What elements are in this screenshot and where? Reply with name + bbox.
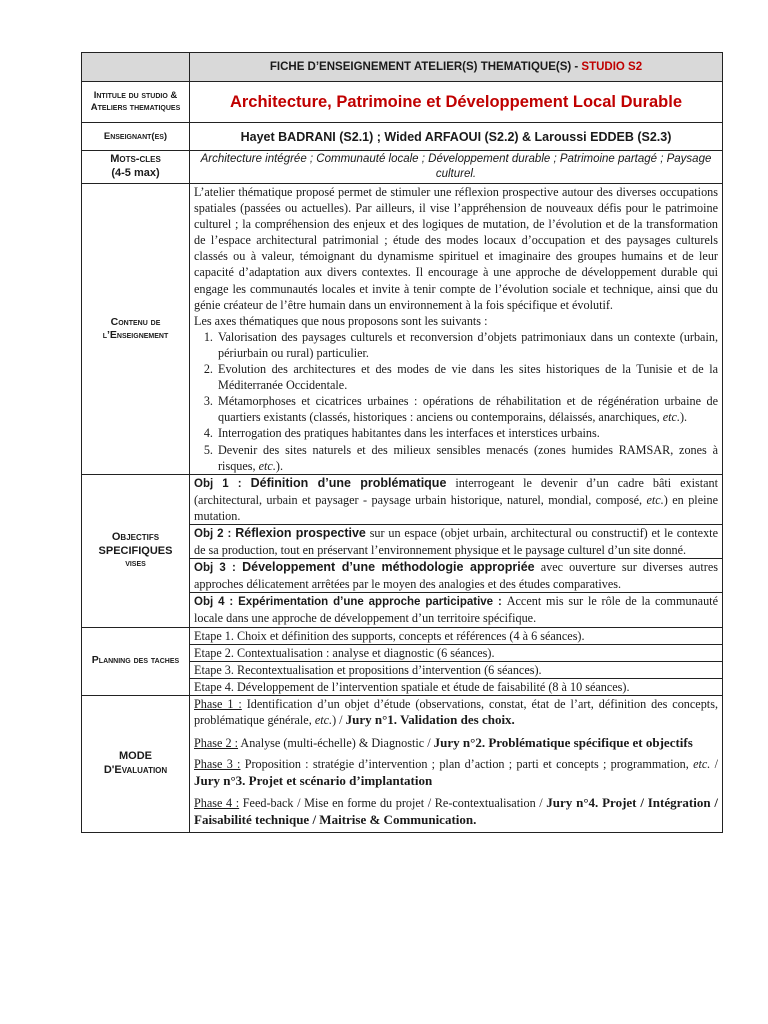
objectif-cell xyxy=(190,559,723,593)
axe-etc: etc. xyxy=(258,458,276,473)
evaluation-phase xyxy=(194,757,718,789)
objectif-text: sur un espace (objet urbain, architectural ou constructif) et le contexte de sa production, tout en préservant l’environnement physique et le paysage culturel d’un site donné. xyxy=(194,525,718,558)
axe-text: Métamorphoses et cicatrices urbaines : opérations de réhabilitation et de régénération urbaine de quartiers existants (classés, historiques : anciens ou contemporains, délaissés, anarchiques, xyxy=(218,394,718,425)
axe-item xyxy=(216,425,718,441)
axe-etc: etc. xyxy=(662,410,680,425)
axe-item xyxy=(216,393,718,425)
label-objectifs-vises: vises xyxy=(125,558,146,570)
contenu-text xyxy=(190,184,723,475)
objectif-etc: etc. xyxy=(646,492,664,507)
axe-tail: ). xyxy=(680,410,688,425)
teachers-row xyxy=(82,123,723,151)
keywords: Architecture intégrée ; Communauté locale ; Développement durable ; Patrimoine partagé ; Paysage culturel. xyxy=(190,151,723,184)
evaluation-row xyxy=(82,695,723,833)
objectif-highlight: Expérimentation d’une approche participative : xyxy=(238,596,507,609)
objectif-cell xyxy=(190,593,723,627)
header-row xyxy=(82,53,723,82)
phase-label: Phase 4 : xyxy=(194,796,240,811)
phase-label: Phase 1 : xyxy=(194,696,242,711)
phase-jury: Jury n°4. Projet / Intégration / Faisabilité technique / Maitrise & Communication. xyxy=(194,795,719,827)
keywords-row xyxy=(82,151,723,184)
evaluation-cell xyxy=(190,695,723,833)
phase-jury: Jury n°1. Validation des choix. xyxy=(345,712,515,728)
phase-jury: Jury n°3. Projet et scénario d’implantation xyxy=(194,772,433,788)
phase-jury: Jury n°2. Problématique spécifique et objectifs xyxy=(433,734,693,750)
contenu-row xyxy=(82,184,723,475)
objectif-label: Obj 3 : xyxy=(194,562,243,575)
label-evaluation xyxy=(82,695,190,833)
objectif-cell xyxy=(190,524,723,558)
phase-text: Feed-back / Mise en forme du projet / Re-contextualisation / xyxy=(239,796,547,811)
axe-text: Interrogation des pratiques habitantes dans les interfaces et interstices urbains. xyxy=(218,426,600,441)
label-mots-cles xyxy=(82,151,190,184)
axe-text: Devenir des sites naturels et des milieux sensibles menacés (zones humides RAMSAR, zones à risques, xyxy=(218,442,718,473)
sheet-header xyxy=(190,53,723,82)
label-planning: Planning des taches xyxy=(82,627,190,695)
objectif-label: Obj 2 : xyxy=(194,527,236,540)
label-objectifs-title: Objectifs xyxy=(111,530,160,543)
planning-step: Etape 4. Développement de l’intervention spatiale et étude de faisabilité (8 à 10 séances). xyxy=(190,678,723,695)
teachers-names: Hayet BADRANI (S2.1) ; Wided ARFAOUI (S2.2) & Laroussi EDDEB (S2.3) xyxy=(190,123,723,151)
label-contenu: Contenu de l’Enseignement xyxy=(82,184,190,475)
axes-list xyxy=(194,329,718,474)
objectif-cell xyxy=(190,474,723,524)
sheet-header-title: FICHE D’ENSEIGNEMENT ATELIER(S) THEMATIQUE(S) - xyxy=(269,61,582,73)
axe-item xyxy=(216,361,718,393)
studio-row xyxy=(82,82,723,123)
objectif-row xyxy=(82,474,723,524)
axe-item xyxy=(216,329,718,361)
planning-row xyxy=(82,627,723,644)
phase-text: Proposition : stratégie d’intervention ; plan d’action ; parti et concepts ; programmation, xyxy=(240,757,694,772)
objectif-label: Obj 4 : xyxy=(194,596,239,609)
objectif-text: avec ouverture sur diverses autres approches délicatement arrêtées par le moyen des analogies et des études comparatives. xyxy=(194,560,719,592)
planning-step: Etape 1. Choix et définition des supports, concepts et références (4 à 6 séances). xyxy=(190,627,723,644)
label-intitule: Intitule du studio & Ateliers thematiques xyxy=(82,82,190,123)
label-objectifs-specifiques: SPECIFIQUES xyxy=(98,544,173,557)
label-evaluation-title: D'Evaluation xyxy=(103,763,168,776)
evaluation-phase xyxy=(194,795,718,828)
studio-tag: STUDIO S2 xyxy=(581,61,643,73)
teaching-sheet-table xyxy=(81,52,723,833)
label-mots-cles-title: Mots-cles xyxy=(110,153,161,166)
contenu-axes-intro: Les axes thématiques que nous proposons sont les suivants : xyxy=(194,313,488,328)
label-mots-cles-sub: (4-5 max) xyxy=(111,167,160,179)
header-blank-cell xyxy=(82,53,190,82)
phase-text: Identification d’un objet d’étude (observations, constat, état de l’art, définition des concepts, problématique générale, xyxy=(194,696,718,728)
objectif-highlight: Réflexion prospective xyxy=(235,525,366,540)
contenu-intro: L’atelier thématique proposé permet de stimuler une réflexion prospective autour des diverses occupations spatiales (passées ou actuelles). Par ailleurs, il vise l’appréhension de nouveaux défis pour le patrimoine culturel ; la compréhension des enjeux et des logiques de mutation, de l’évolution et de la transformation de l’espace architectural patrimonial ; étude des modes locaux d’occupation et des paysages culturels classés ou à valeur, témoignant du dynamisme spirituel et imaginaire des groupes humains et de leur capacité d’adaptation aux divers contextes. Il encourage à une approche de développement durable qui engage les communautés locales et invite à tenir compte de l’évolution sociale et technique, ainsi que du génie créateur de l’être humain dans un environnement à la fois spécifique et évolutif. xyxy=(194,185,718,312)
objectif-tail: ) en pleine mutation. xyxy=(194,492,718,523)
phase-etc: etc. xyxy=(314,713,333,728)
axe-text: Evolution des architectures et des modes de vie dans les sites historiques de la Tunisie et de la Méditerranée Occidentale. xyxy=(218,362,718,393)
phase-mid: ) / xyxy=(332,713,346,728)
evaluation-phase xyxy=(194,735,718,752)
axe-item xyxy=(216,442,718,474)
objectif-highlight: Développement d’une méthodologie appropriée xyxy=(242,560,535,575)
phase-label: Phase 2 : xyxy=(194,735,239,750)
label-mode: MODE xyxy=(119,750,152,763)
axe-text: Valorisation des paysages culturels et reconversion d’objets patrimoniaux dans un contexte (urbain, périurbain ou rural) particulier. xyxy=(218,329,718,360)
evaluation-phase xyxy=(194,697,718,729)
axe-tail: ). xyxy=(275,458,283,473)
objectif-text: Accent mis sur le rôle de la communauté locale dans une approche de développement d’un territoire spécifique. xyxy=(194,594,718,626)
label-enseignants: Enseignant(es) xyxy=(82,123,190,151)
phase-text: Analyse (multi-échelle) & Diagnostic / xyxy=(238,735,434,750)
planning-step: Etape 2. Contextualisation : analyse et diagnostic (6 séances). xyxy=(190,644,723,661)
studio-title: Architecture, Patrimoine et Développement Local Durable xyxy=(190,82,723,123)
phase-etc: etc. xyxy=(693,757,711,772)
objectif-highlight: Définition d’une problématique xyxy=(250,475,447,490)
phase-mid: / xyxy=(710,757,718,772)
objectif-label: Obj 1 : xyxy=(194,477,251,490)
objectif-text: interrogeant le devenir d’un cadre bâti existant (architectural, urbain et paysager - paysage urbain historique, naturel, mondial, composé, xyxy=(194,475,718,507)
phase-label: Phase 3 : xyxy=(194,757,241,772)
planning-step: Etape 3. Recontextualisation et propositions d’intervention (6 séances). xyxy=(190,661,723,678)
label-objectifs xyxy=(82,474,190,627)
